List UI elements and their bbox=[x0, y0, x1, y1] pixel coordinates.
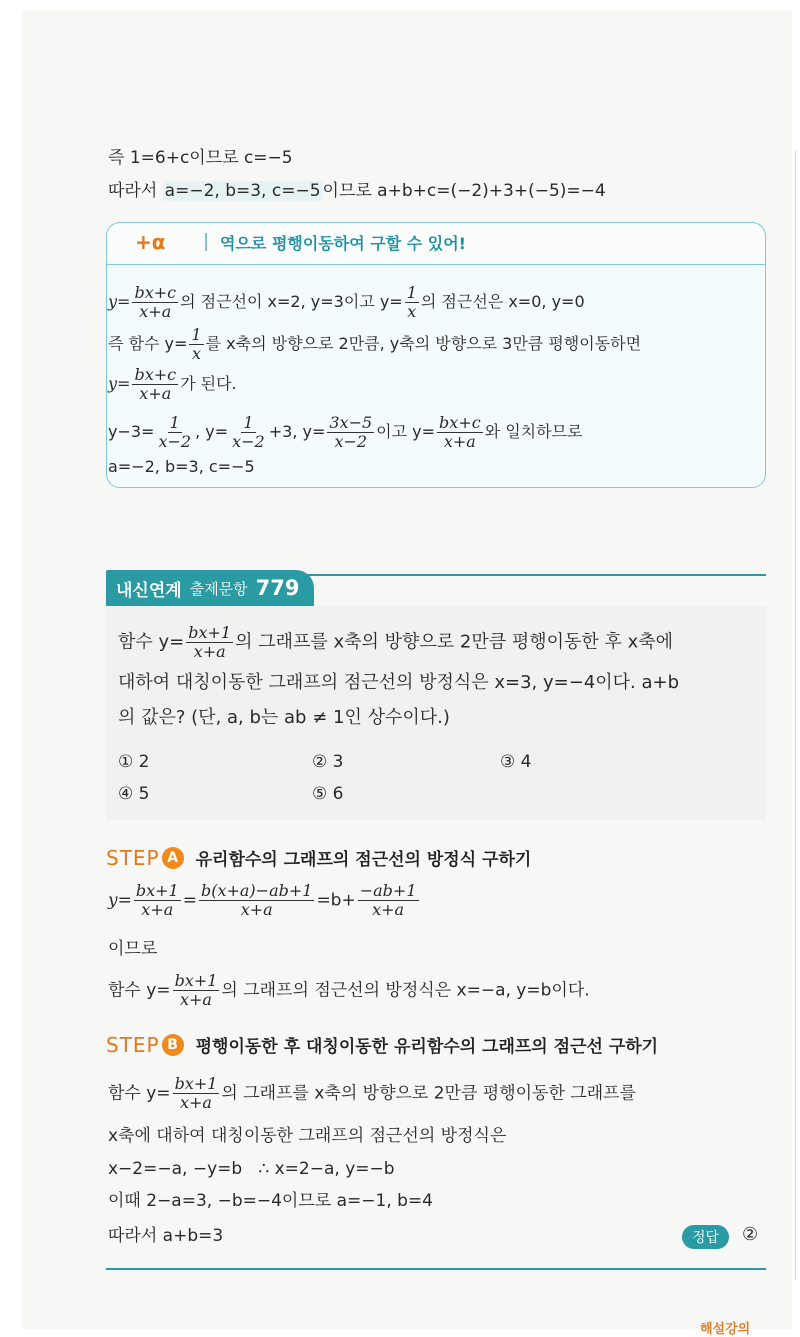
fraction: $\frac{-ab+1}{x+a}$ bbox=[359, 881, 417, 919]
bottom-rule bbox=[106, 1268, 766, 1270]
choice-5: ⑤ 6 bbox=[312, 784, 344, 804]
step-b-badge: B bbox=[162, 1034, 184, 1056]
alpha-line-4: y−3= $\frac{1}{x-2}$ , y= $\frac{1}{x-2}$ +3, y= $\frac{3x-5}{x-2}$ 이고 y= $\frac{bx+c}{x+a}$ 와 일치하므로 bbox=[108, 413, 583, 451]
intro-line-1: 즉 1=6+c이므로 c=−5 bbox=[108, 148, 293, 168]
step-b-line-2: x축에 대하여 대칭이동한 그래프의 점근선의 방정식은 bbox=[108, 1126, 507, 1146]
step-a-equation: y= $\frac{bx+1}{x+a}$ = $\frac{b(x+a)-ab+1}{x+a}$ =b+ $\frac{-ab+1}{x+a}$ bbox=[108, 881, 417, 919]
alpha-line-2: 즉 함수 y= $\frac{1}{x}$ 를 x축의 방향으로 2만큼, y축의 방향으로 3만큼 평행이동하면 bbox=[108, 325, 642, 363]
fraction: $\frac{bx+c}{x+a}$ bbox=[134, 283, 177, 321]
alpha-line-5: a=−2, b=3, c=−5 bbox=[108, 457, 255, 476]
problem-tab-label: 내신연계 bbox=[116, 580, 182, 601]
step-b-line-5: 따라서 a+b=3 bbox=[108, 1226, 224, 1246]
fraction: $\frac{3x-5}{x-2}$ bbox=[329, 413, 373, 451]
choice-1: ① 2 bbox=[118, 752, 150, 772]
step-b-line-3: x−2=−a, −y=b ∴ x=2−a, y=−b bbox=[108, 1159, 395, 1179]
fraction: $\frac{1}{x}$ bbox=[406, 283, 417, 321]
alpha-box-title: 역으로 평행이동하여 구할 수 있어! bbox=[220, 234, 466, 253]
answer-badge: 정답 bbox=[682, 1225, 729, 1249]
answer-value: ② bbox=[742, 1224, 759, 1245]
margin-rule bbox=[795, 150, 796, 1280]
alpha-line-1: y= $\frac{bx+c}{x+a}$ 의 점근선이 x=2, y=3이고 y= $\frac{1}{x}$ 의 점근선은 x=0, y=0 bbox=[108, 283, 585, 321]
step-a-line-2: 이므로 bbox=[108, 939, 158, 959]
choice-2: ② 3 bbox=[312, 752, 344, 772]
choice-3: ③ 4 bbox=[500, 752, 532, 772]
step-a-line-3: 함수 y= $\frac{bx+1}{x+a}$ 의 그래프의 점근선의 방정식은 x=−a, y=b이다. bbox=[108, 971, 590, 1009]
alpha-line-3: y= $\frac{bx+c}{x+a}$ 가 된다. bbox=[108, 365, 237, 403]
fraction: $\frac{1}{x-2}$ bbox=[158, 413, 192, 451]
divider bbox=[205, 233, 207, 251]
fraction: $\frac{bx+1}{x+a}$ bbox=[174, 1074, 218, 1112]
step-b-heading: STEP B 평행이동한 후 대칭이동한 유리함수의 그래프의 점근선 구하기 bbox=[106, 1032, 659, 1057]
step-a-badge: A bbox=[162, 847, 184, 869]
choice-4: ④ 5 bbox=[118, 784, 150, 804]
problem-line-1: 함수 y= $\frac{bx+1}{x+a}$ 의 그래프를 x축의 방향으로 2만큼 평행이동한 후 x축에 bbox=[118, 623, 674, 661]
footer-label: 해설강의 bbox=[700, 1322, 751, 1337]
problem-number: 779 bbox=[255, 576, 300, 600]
problem-line-3: 의 값은? (단, a, b는 ab ≠ 1인 상수이다.) bbox=[118, 707, 450, 728]
fraction: $\frac{bx+1}{x+a}$ bbox=[174, 971, 218, 1009]
problem-tab bbox=[106, 570, 314, 606]
fraction: $\frac{1}{x-2}$ bbox=[232, 413, 265, 451]
problem-tab-sub: 출제문항 bbox=[189, 579, 248, 598]
problem-line-2: 대하여 대칭이동한 그래프의 점근선의 방정식은 x=3, y=−4이다. a+b bbox=[118, 672, 680, 693]
fraction: $\frac{bx+1}{x+a}$ bbox=[188, 623, 232, 661]
fraction: $\frac{bx+1}{x+a}$ bbox=[135, 881, 179, 919]
plus-alpha-icon: +α bbox=[135, 230, 166, 254]
step-b-line-1: 함수 y= $\frac{bx+1}{x+a}$ 의 그래프를 x축의 방향으로 2만큼 평행이동한 그래프를 bbox=[108, 1074, 637, 1112]
fraction: $\frac{bx+c}{x+a}$ bbox=[134, 365, 177, 403]
fraction: $\frac{bx+c}{x+a}$ bbox=[439, 413, 481, 451]
fraction: $\frac{1}{x}$ bbox=[191, 325, 202, 363]
fraction: $\frac{b(x+a)-ab+1}{x+a}$ bbox=[200, 881, 313, 919]
step-a-heading: STEP A 유리함수의 그래프의 점근선의 방정식 구하기 bbox=[106, 845, 532, 870]
step-b-line-4: 이때 2−a=3, −b=−4이므로 a=−1, b=4 bbox=[108, 1191, 433, 1211]
highlighted-values: a=−2, b=3, c=−5 bbox=[164, 181, 321, 201]
intro-line-2: 따라서 a=−2, b=3, c=−5 이므로 a+b+c=(−2)+3+(−5)=−4 bbox=[108, 181, 606, 201]
